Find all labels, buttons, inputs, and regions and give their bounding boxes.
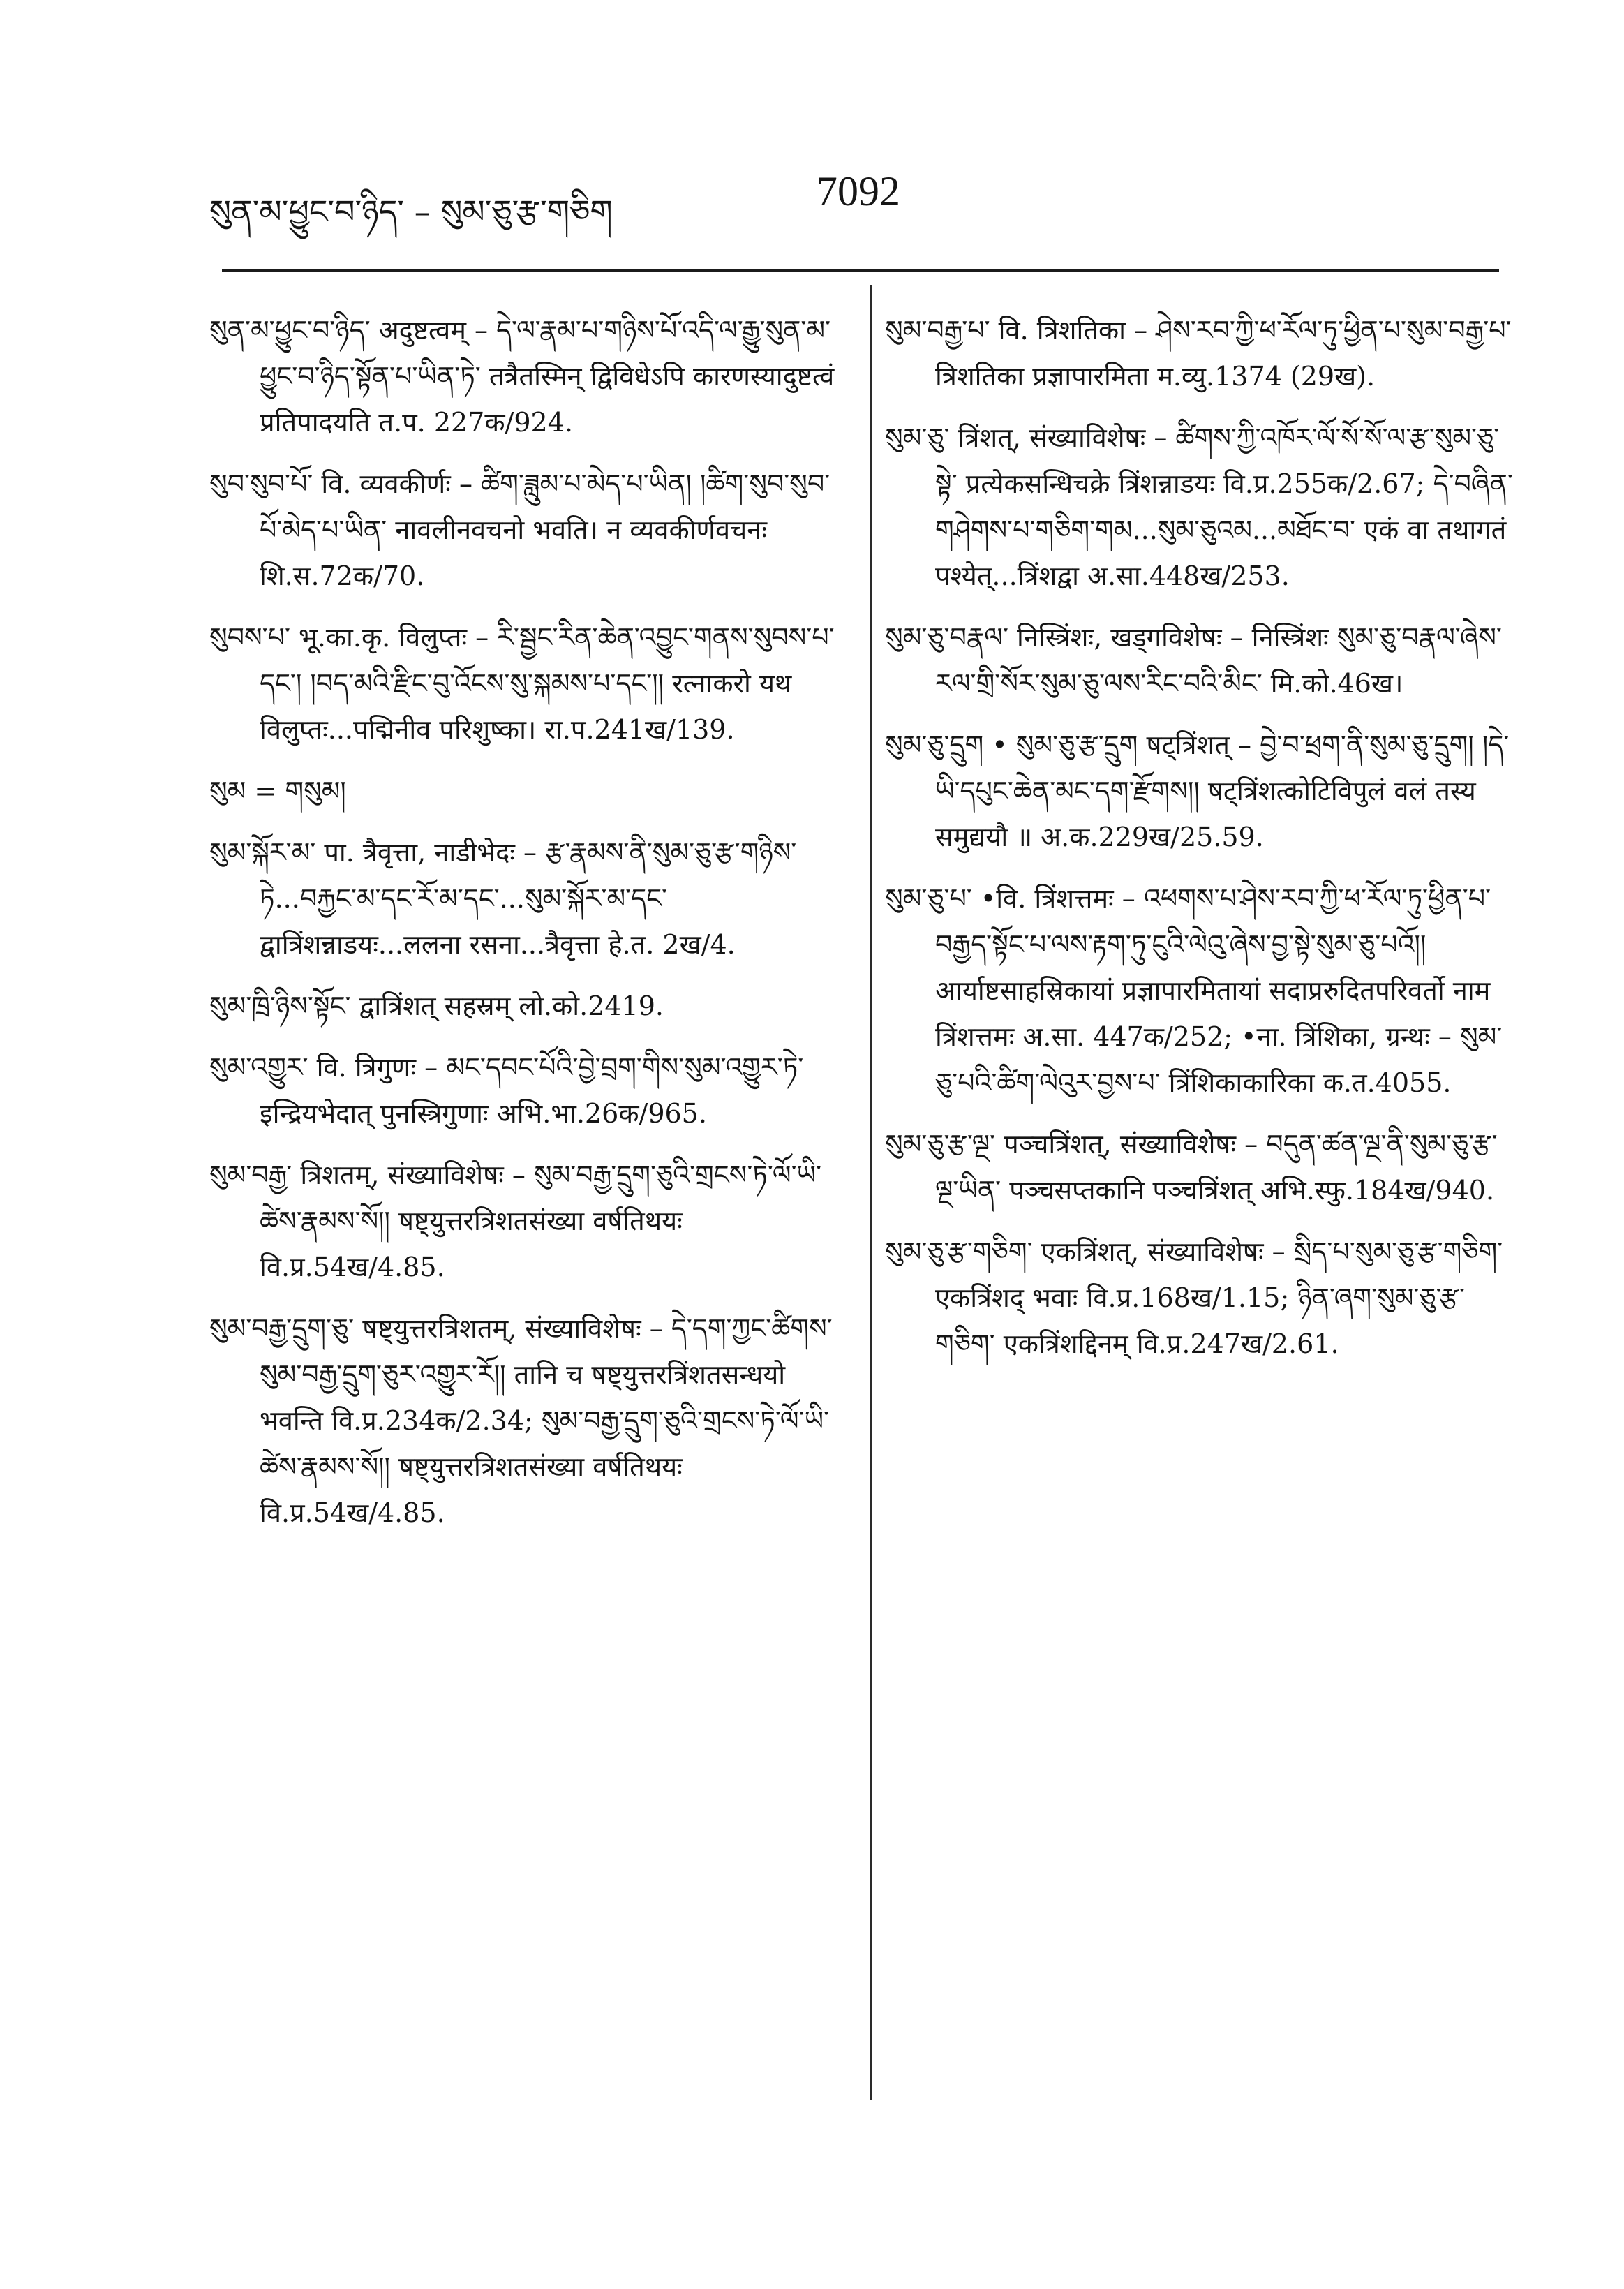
dictionary-entry: སུན་མ་ཕྱུང་བ་ཉིད་ अदुष्टत्वम् – དེ་ལ་རྣམ་པ་གཉིས་པོ་འདི་ལ་རྒྱུ་སུན་མ་ཕྱུང་བ་ཉིད་སྟོན་པ་ཡིན་ཏེ་ तत्रैतस्मिन् द्विविधेऽपि कारणस्यादुष्टत्वं प्रतिपादयति त.प. 227क/924.: [209, 315, 835, 438]
header-rule: [222, 269, 1499, 272]
dictionary-entry: སུམ = གསུམ།: [209, 776, 346, 806]
left-column: [209, 307, 841, 1551]
dictionary-entry: སུམ་ཅུ་ त्रिंशत्, संख्याविशेषः – ཚིགས་ཀྱི་འཁོར་ལོ་སོ་སོ་ལ་རྩ་སུམ་ཅུ་སྟེ་ प्रत्येकसन्धिचक्रे त्रिंशन्नाडयः वि.प्र.255क/2.67; དེ་བཞིན་གཤེགས་པ་གཅིག་གམ...སུམ་ཅུའམ...མཐོང་བ་ एकं वा तथागतं पश्येत्...त्रिंशद्वा अ.सा.448ख/253.: [885, 422, 1513, 591]
column-divider: [870, 285, 872, 2100]
dictionary-entry: སུབ་སུབ་པོ་ वि. व्यवकीर्णः – ཚིག་ཟླུམ་པ་མེད་པ་ཡིན། །ཚིག་སུབ་སུབ་པོ་མེད་པ་ཡིན་ नावलीनवचनो भवति। न व्यवकीर्णवचनः शि.स.72क/70.: [209, 468, 830, 591]
dictionary-entry: སུམ་བརྒྱ་དྲུག་ཅུ་ षष्ट्युत्तरत्रिशतम्, संख्याविशेषः – དེ་དག་ཀྱང་ཚིགས་སུམ་བརྒྱ་དྲུག་ཅུར་འགྱུར་རོ།། तानि च षष्ट्युत्तरत्रिंशतसन्धयो भवन्ति वि.प्र.234क/2.34; སུམ་བརྒྱ་དྲུག་ཅུའི་གྲངས་ཏེ་ལོ་ཡི་ཚེས་རྣམས་སོ།། षष्ट्युत्तरत्रिशतसंख्या वर्षतिथयः वि.प्र.54ख/4.85.: [209, 1313, 833, 1528]
dictionary-entry: སུམ་འགྱུར་ वि. त्रिगुणः – མང་དབང་པོའི་བྱེ་བྲག་གིས་སུམ་འགྱུར་ཏེ་ इन्द्रियभेदात् पुनस्त्रिगुणाः अभि.भा.26क/965.: [209, 1052, 804, 1129]
dictionary-entry: སུམ་སྐོར་མ་ पा. त्रैवृत्ता, नाडीभेदः – རྩ་རྣམས་ནི་སུམ་ཅུ་རྩ་གཉིས་ཏེ...བརྐྱང་མ་དང་རོ་མ་དང་...སུམ་སྐོར་མ་དང་ द्वात्रिंशन्नाडयः...ललना रसना...त्रैवृत्ता हे.त. 2ख/4.: [209, 837, 797, 960]
dictionary-entry: སུམ་བརྒྱ་ त्रिशतम्, संख्याविशेषः – སུམ་བརྒྱ་དྲུག་ཅུའི་གྲངས་ཏེ་ལོ་ཡི་ཚེས་རྣམས་སོ།། षष्ट्युत्तरत्रिशतसंख्या वर्षतिथयः वि.प्र.54ख/4.85.: [209, 1160, 822, 1282]
dictionary-entry: སུམ་ཁྲི་ཉིས་སྟོང་ द्वात्रिंशत् सहस्रम् लो.को.2419.: [209, 991, 664, 1021]
dictionary-entry: སུམ་ཅུ་རྩ་གཅིག་ एकत्रिंशत्, संख्याविशेषः – སྲིད་པ་སུམ་ཅུ་རྩ་གཅིག་ एकत्रिंशद् भवाः वि.प्र.168ख/1.15; ཉིན་ཞག་སུམ་ཅུ་རྩ་གཅིག་ एकत्रिंशद्दिनम् वि.प्र.247ख/2.61.: [885, 1236, 1503, 1359]
right-column: [885, 307, 1517, 1382]
dictionary-entry: སུམ་ཅུ་བརྣལ་ निस्त्रिंशः, खड्गविशेषः – निस्त्रिंशः སུམ་ཅུ་བརྣལ་ཞེས་རལ་གྲི་སོར་སུམ་ཅུ་ལས་རིང་བའི་མིང་ मि.को.46ख।: [885, 622, 1502, 699]
dictionary-entry: སུམ་བརྒྱ་པ་ वि. त्रिशतिका – ཤེས་རབ་ཀྱི་ཕ་རོལ་ཏུ་ཕྱིན་པ་སུམ་བརྒྱ་པ་ त्रिशतिका प्रज्ञापारमिता म.व्यु.1374 (29ख).: [885, 315, 1512, 392]
dictionary-entry: སུམ་ཅུ་པ་ •वि. त्रिंशत्तमः – འཕགས་པ་ཤེས་རབ་ཀྱི་ཕ་རོལ་ཏུ་ཕྱིན་པ་བརྒྱད་སྟོང་པ་ལས་རྟག་ཏུ་ངུའི་ལེའུ་ཞེས་བྱ་སྟེ་སུམ་ཅུ་པའོ།། आर्याष्टसाहस्रिकायां प्रज्ञापारमितायां सदाप्ररुदितपरिवर्तो नाम त्रिंशत्तमः अ.सा. 447क/252; •ना. त्रिंशिका, ग्रन्थः – སུམ་ཅུ་པའི་ཚིག་ལེའུར་བྱས་པ་ त्रिंशिकाकारिका क.त.4055.: [885, 883, 1503, 1098]
running-head: སུན་མ་ཕྱུང་བ་ཉིད་ – སུམ་ཅུ་རྩ་གཅིག: [209, 193, 613, 230]
page-header: [209, 164, 1500, 230]
dictionary-entry: སུམ་ཅུ་དྲུག • སུམ་ཅུ་རྩ་དྲུག षट्त्रिंशत् – བྱེ་བ་ཕྲག་ནི་སུམ་ཅུ་དྲུག། །དེ་ཡི་དཔུང་ཆེན་མང་དག་རྫོགས།། षट्त्रिंशत्कोटिविपुलं वलं तस्य समुद्ययौ ॥ अ.क.229ख/25.59.: [885, 729, 1510, 852]
dictionary-entry: སུབས་པ་ भू.का.कृ. विलुप्तः – རི་སྦྱང་རིན་ཆེན་འབྱུང་གནས་སུབས་པ་དང་། །བད་མའི་རྫིང་བུ་འོངས་སུ་སྐམས་པ་དང་།། रत्नाकरो यथ विलुप्तः...पद्मिनीव परिशुष्का। रा.प.241ख/139.: [209, 622, 835, 745]
dictionary-entry: སུམ་ཅུ་རྩ་ལྔ་ पञ्चत्रिंशत्, संख्याविशेषः – བདུན་ཚན་ལྔ་ནི་སུམ་ཅུ་རྩ་ལྔ་ཡིན་ पञ्चसप्तकानि पञ्चत्रिंशत् अभि.स्फु.184ख/940.: [885, 1129, 1498, 1206]
page-number: 7092: [817, 168, 900, 214]
